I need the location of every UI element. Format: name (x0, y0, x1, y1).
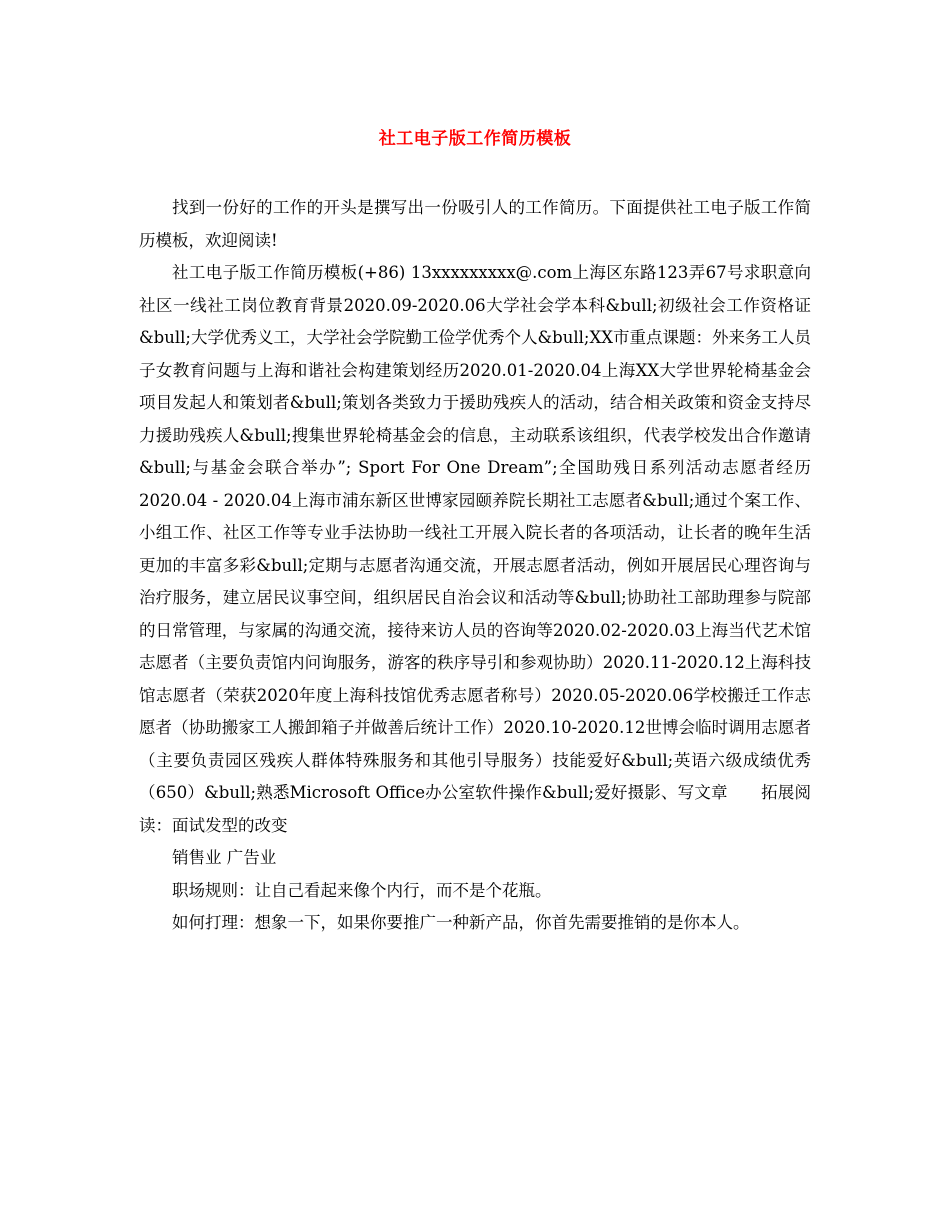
workplace-rule-paragraph: 职场规则：让自己看起来像个内行，而不是个花瓶。 (172, 880, 552, 900)
intro-paragraph: 找到一份好的工作的开头是撰写出一份吸引人的工作简历。下面提供社工电子版工作简历模板，欢迎阅读! (139, 198, 811, 250)
document-title: 社工电子版工作简历模板 (378, 129, 572, 149)
document-body (139, 192, 811, 940)
industry-paragraph: 销售业 广告业 (172, 848, 277, 867)
resume-paragraph: 社工电子版工作简历模板(+86) 13xxxxxxxxx@.com上海区东路123弄67号求职意向社区一线社工岗位教育背景2020.09-2020.06大学社会学本科&bull;初级社会工作资格证&bull;大学优秀义工，大学社会学院勤工俭学优秀个人&bull;XX市重点课题：外来务工人员子女教育问题与上海和谐社会构建策划经历2020.01-2020.04上海XX大学世界轮椅基金会项目发起人和策划者&bull;策划各类致力于援助残疾人的活动，结合相关政策和资金支持尽力援助残疾人&bull;搜集世界轮椅基金会的信息，主动联系该组织，代表学校发出合作邀请&bull;与基金会联合举办”; Sport For One Dream”;全国助残日系列活动志愿者经历2020.04 - 2020.04上海市浦东新区世博家园颐养院长期社工志愿者&bull;通过个案工作、小组工作、社区工作等专业手法协助一线社工开展入院长者的各项活动，让长者的晚年生活更加的丰富多彩&bull;定期与志愿者沟通交流，开展志愿者活动，例如开展居民心理咨询与治疗服务，建立居民议事空间，组织居民自治会议和活动等&bull;协助社工部助理参与院部的日常管理，与家属的沟通交流，接待来访人员的咨询等2020.02-2020.03上海当代艺术馆志愿者（主要负责馆内问询服务，游客的秩序导引和参观协助）2020.11-2020.12上海科技馆志愿者（荣获2020年度上海科技馆优秀志愿者称号）2020.05-2020.06学校搬迁工作志愿者（协助搬家工人搬卸箱子并做善后统计工作）2020.10-2020.12世博会临时调用志愿者（主要负责园区残疾人群体特殊服务和其他引导服务）技能爱好&bull;英语六级成绩优秀（650）&bull;熟悉Microsoft Office办公室软件操作&bull;爱好摄影、写文章 拓展阅读：面试发型的改变 (139, 263, 811, 835)
grooming-paragraph: 如何打理：想象一下，如果你要推广一种新产品，你首先需要推销的是你本人。 (172, 913, 750, 932)
